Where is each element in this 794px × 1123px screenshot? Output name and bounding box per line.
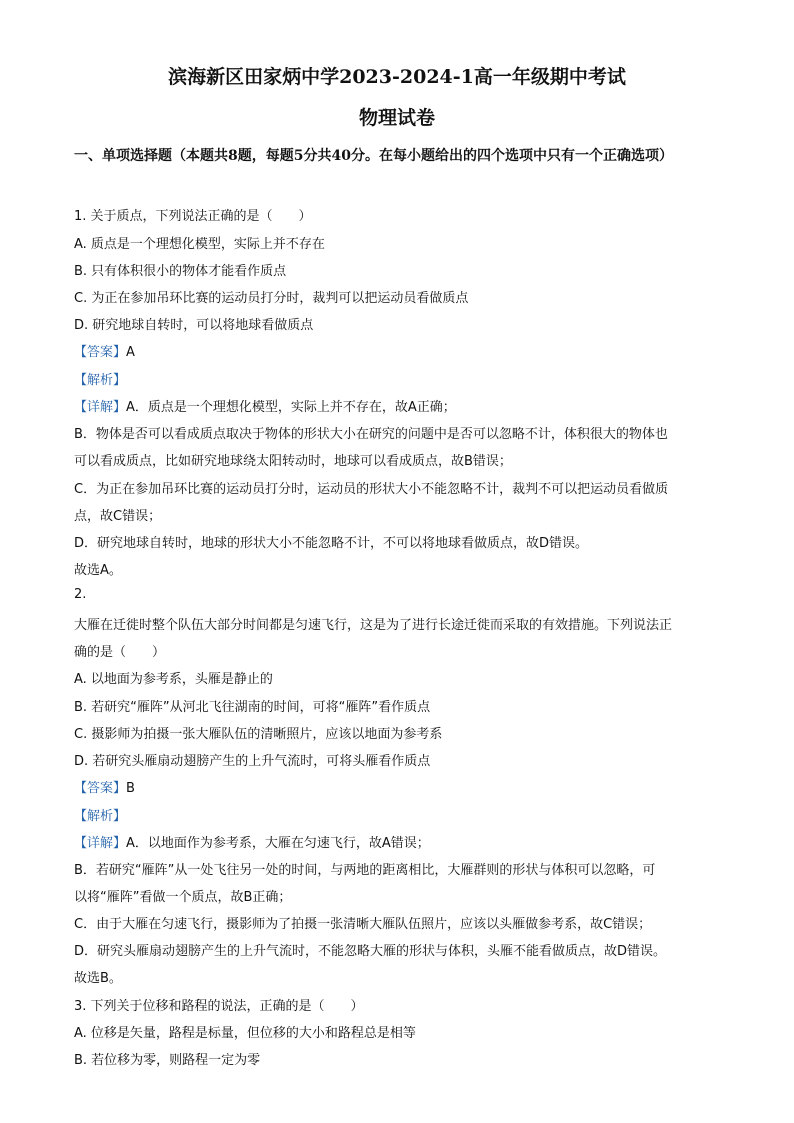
q1-option-c: C. 为正在参加吊环比赛的运动员打分时，裁判可以把运动员看做质点 (74, 291, 469, 306)
q2-detail-line: C．由于大雁在匀速飞行，摄影师为了拍摄一张清晰大雁队伍照片，应该以头雁做参考系，故C错误； (74, 917, 652, 932)
q1-answer (74, 341, 734, 360)
q1-conclusion: 故选A。 (74, 563, 122, 578)
q1-option-d: D. 研究地球自转时，可以将地球看做质点 (74, 318, 314, 333)
q2-option-c: C. 摄影师为拍摄一张大雁队伍的清晰照片，应该以地面为参考系 (74, 727, 443, 742)
q2-stem-line: 大雁在迁徙时整个队伍大部分时间都是匀速飞行，这是为了进行长途迁徙而采取的有效措施。下列说法正 (74, 618, 673, 633)
analysis-label: 【解析】 (74, 809, 127, 824)
answer-label: 【答案】 (74, 781, 127, 796)
q2-conclusion: 故选B。 (74, 971, 122, 986)
q2-detail-line: B．若研究“雁阵”从一处飞往另一处的时间，与两地的距离相比，大雁群则的形状与体积可以忽略，可 (74, 863, 656, 878)
q1-detail-line: D．研究地球自转时，地球的形状大小不能忽略不计，不可以将地球看做质点，故D错误。 (74, 536, 589, 551)
q2-detail-line: D．研究头雁扇动翅膀产生的上升气流时，不能忽略大雁的形状与体积，头雁不能看做质点，故D错误。 (74, 944, 667, 959)
q2-option-a: A. 以地面为参考系，头雁是静止的 (74, 672, 273, 687)
q2-option-b: B. 若研究“雁阵”从河北飞往湖南的时间，可将“雁阵”看作质点 (74, 700, 431, 715)
q2-detail-line: 以将“雁阵”看做一个质点，故B正确； (74, 890, 292, 905)
detail-label: 【详解】 (74, 400, 127, 415)
q1-option-a: A. 质点是一个理想化模型，实际上并不存在 (74, 237, 325, 252)
analysis-label: 【解析】 (74, 373, 127, 388)
q1-option-b: B. 只有体积很小的物体才能看作质点 (74, 264, 287, 279)
detail-text: A．以地面作为参考系，大雁在匀速飞行，故A错误； (126, 836, 430, 851)
q2-analysis-label (74, 805, 734, 824)
detail-label: 【详解】 (74, 836, 127, 851)
q2-option-d: D. 若研究头雁扇动翅膀产生的上升气流时，可将头雁看作质点 (74, 754, 431, 769)
q3-stem: 3. 下列关于位移和路程的说法，正确的是（ ） (74, 999, 364, 1014)
q2-stem-line: 确的是（ ） (74, 645, 166, 660)
section-heading: 一、单项选择题（本题共8题，每题5分共40分。在每小题给出的四个选项中只有一个正确选项） (74, 148, 673, 164)
q1-detail-line: 点，故C错误； (74, 509, 162, 524)
q1-detail-line (74, 396, 734, 415)
q1-analysis-label (74, 369, 734, 388)
answer-label: 【答案】 (74, 345, 127, 360)
q1-detail-line: C．为正在参加吊环比赛的运动员打分时，运动员的形状大小不能忽略不计，裁判不可以把运动员看做质 (74, 482, 669, 497)
q2-number: 2. (74, 587, 87, 602)
q2-detail-line (74, 832, 734, 851)
exam-title: 滨海新区田家炳中学2023-2024-1高一年级期中考试 (168, 66, 626, 88)
exam-subtitle: 物理试卷 (358, 107, 435, 129)
q1-detail-line: 可以看成质点，比如研究地球绕太阳转动时，地球可以看成质点，故B错误； (74, 454, 512, 469)
answer-value: A (126, 345, 135, 360)
answer-value: B (126, 781, 135, 796)
q2-answer (74, 777, 734, 796)
q1-stem: 1. 关于质点，下列说法正确的是（ ） (74, 209, 312, 224)
q1-detail-line: B．物体是否可以看成质点取决于物体的形状大小在研究的问题中是否可以忽略不计，体积很大的物体也 (74, 427, 668, 442)
q3-option-a: A. 位移是矢量，路程是标量，但位移的大小和路程总是相等 (74, 1026, 416, 1041)
detail-text: A．质点是一个理想化模型，实际上并不存在，故A正确； (126, 400, 456, 415)
q3-option-b: B. 若位移为零，则路程一定为零 (74, 1053, 261, 1068)
